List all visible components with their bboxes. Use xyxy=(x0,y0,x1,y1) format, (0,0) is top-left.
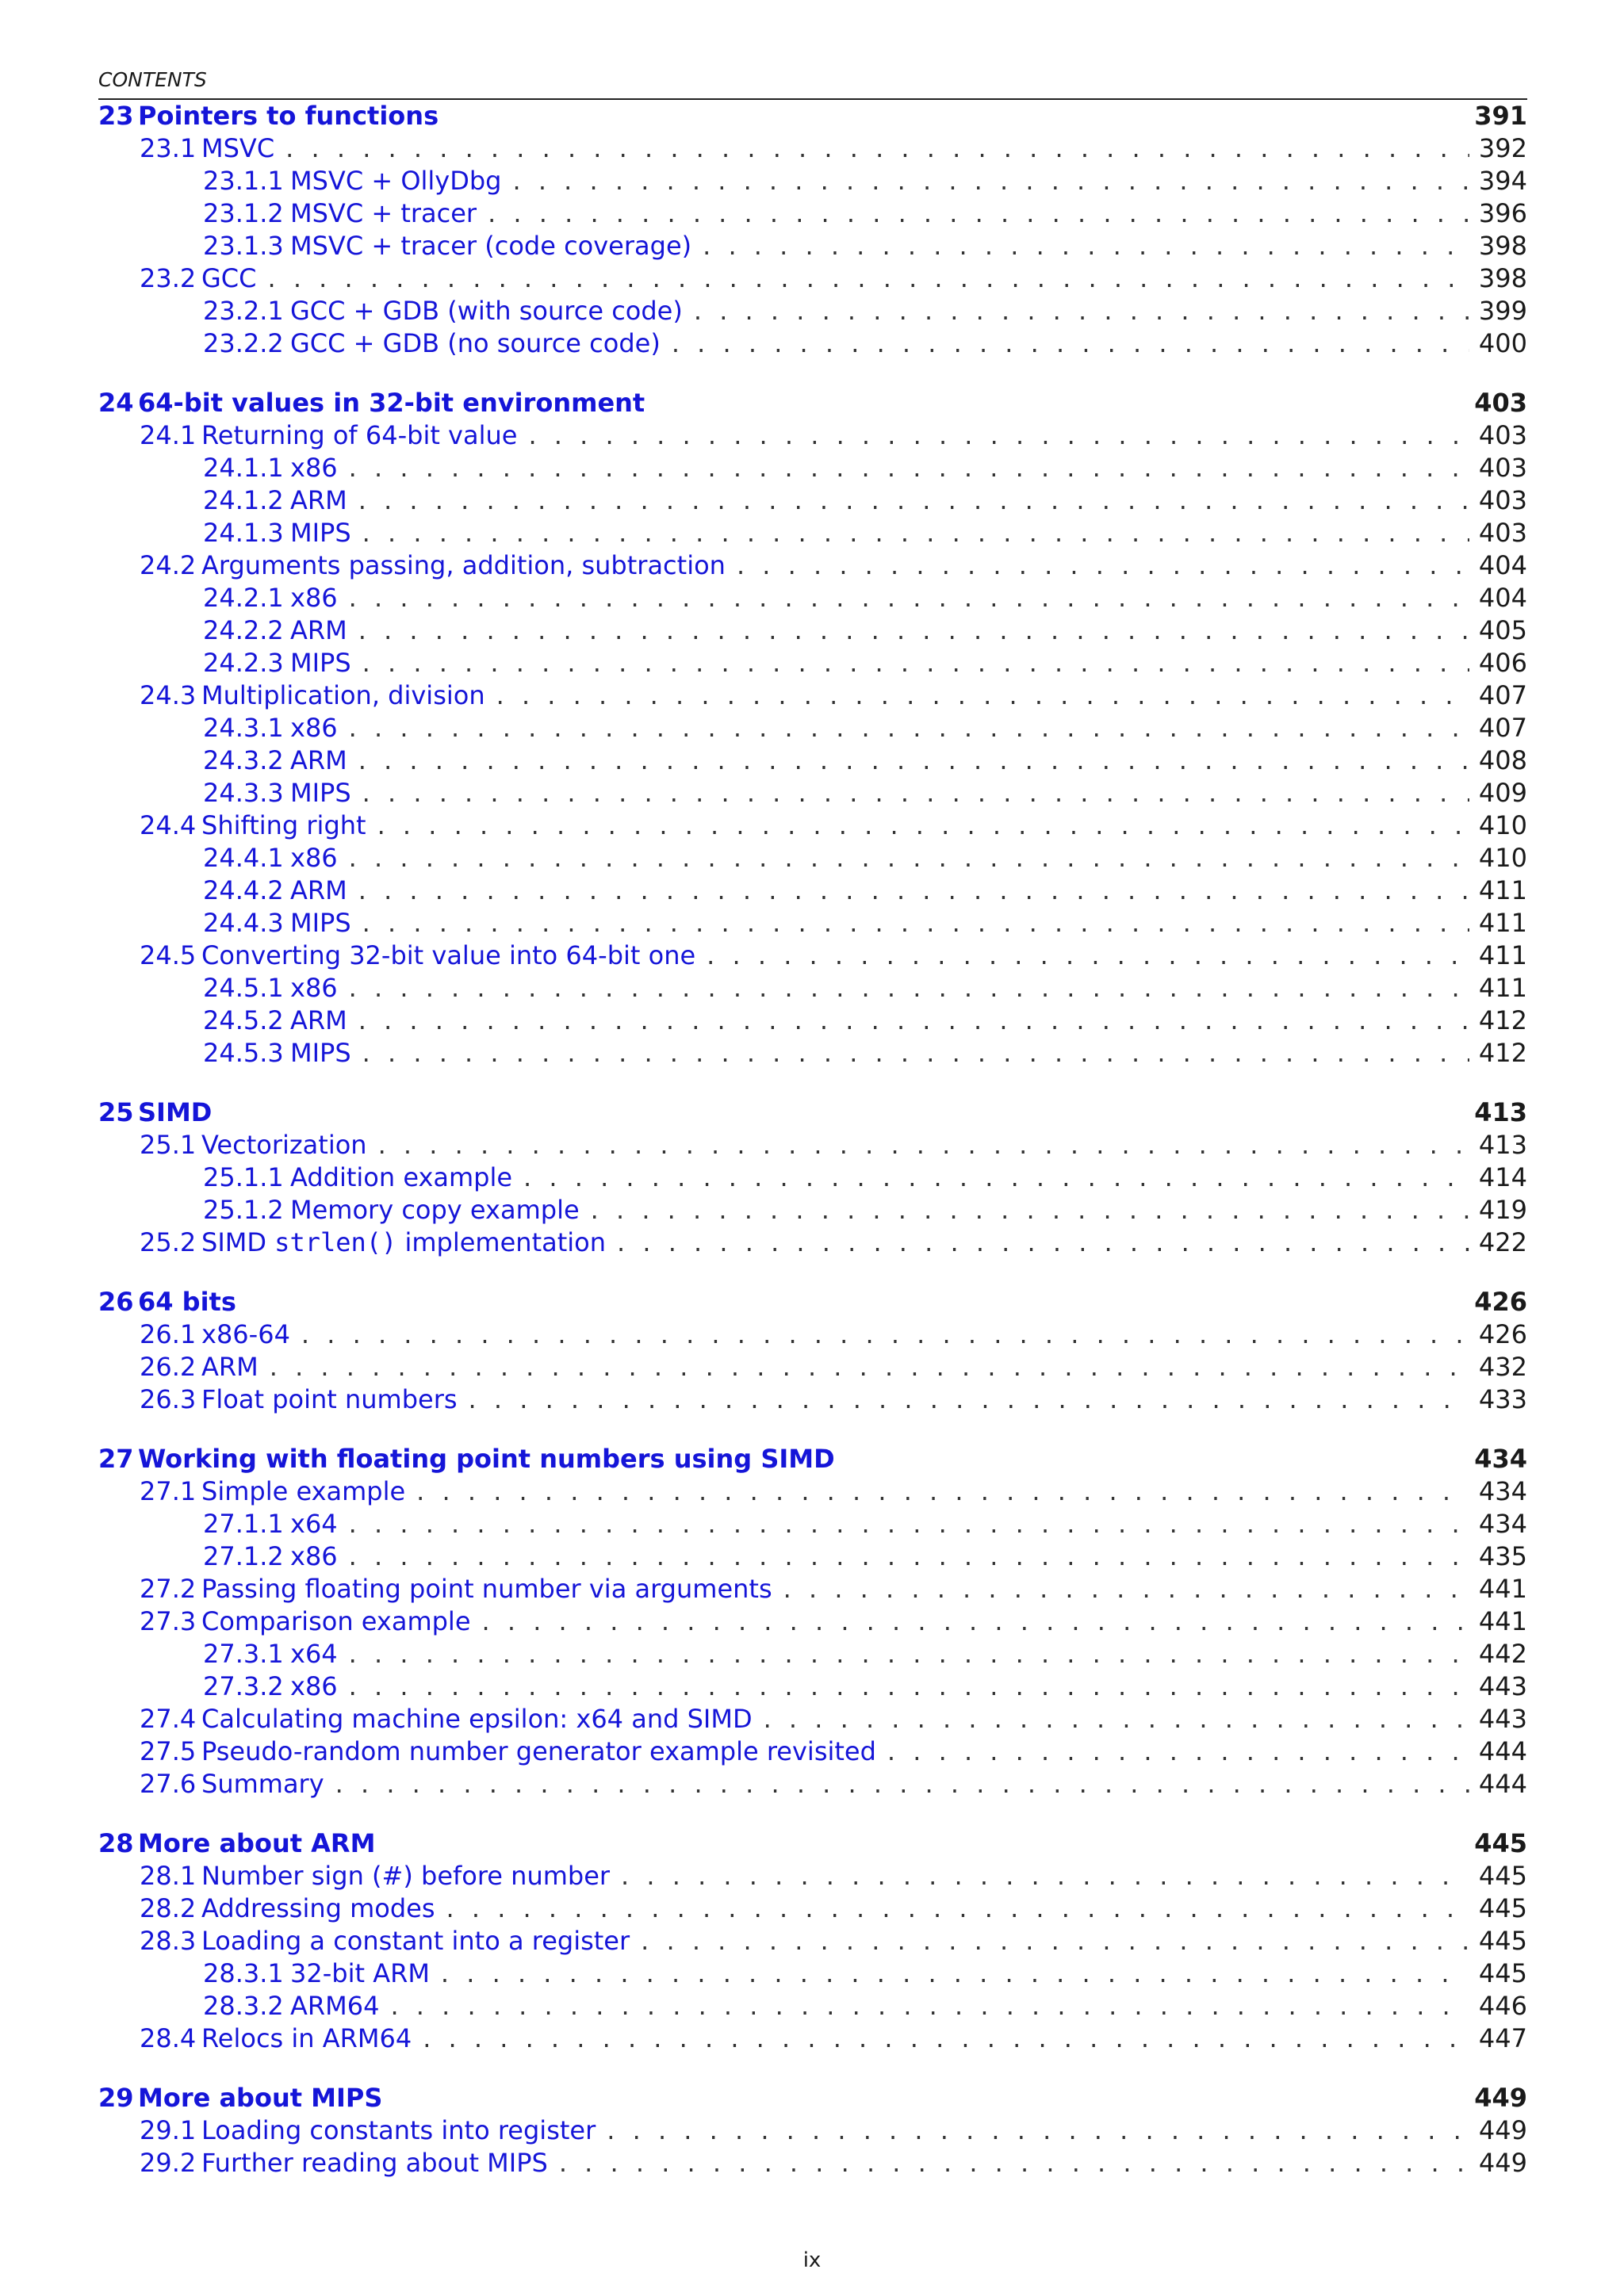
subsection-page-number: 411 xyxy=(1478,973,1527,1003)
section-title-link[interactable]: Passing floating point number via arguments xyxy=(201,1574,772,1604)
dot-leader xyxy=(559,2147,1469,2179)
section-number: 23.2 xyxy=(140,263,197,293)
subsection-number: 24.3.1 xyxy=(203,713,284,743)
section-title-link[interactable]: Comparison example xyxy=(201,1606,471,1636)
subsection-page-number: 408 xyxy=(1478,745,1527,775)
section-page-number: 447 xyxy=(1478,2023,1527,2053)
section-title-link[interactable]: Arguments passing, addition, subtraction xyxy=(201,550,726,580)
section-page-number: 443 xyxy=(1478,1704,1527,1734)
toc-section-entry[interactable] xyxy=(98,2022,1527,2055)
dot-leader xyxy=(482,1605,1469,1638)
dot-leader xyxy=(349,582,1469,614)
toc-subsection-entry[interactable] xyxy=(98,484,1527,517)
section-title-link[interactable]: Summary xyxy=(201,1769,324,1799)
dot-leader xyxy=(362,647,1469,679)
dot-leader xyxy=(887,1735,1469,1768)
subsection-page-number: 419 xyxy=(1478,1195,1527,1225)
section-number: 27.4 xyxy=(140,1704,197,1734)
subsection-title-link[interactable]: MIPS xyxy=(290,648,351,678)
dot-leader xyxy=(528,419,1469,452)
toc-subsection-entry[interactable] xyxy=(98,1957,1527,1990)
section-number: 26.1 xyxy=(140,1319,197,1349)
section-page-number: 392 xyxy=(1478,133,1527,163)
toc-section-entry[interactable] xyxy=(98,1318,1527,1351)
section-number: 26.2 xyxy=(140,1352,197,1382)
page-number: ix xyxy=(802,2248,822,2272)
subsection-title-link[interactable]: x86 xyxy=(290,583,338,613)
subsection-title-link[interactable]: ARM64 xyxy=(290,1991,380,2021)
dot-leader xyxy=(335,1768,1469,1800)
dot-leader xyxy=(621,1860,1469,1892)
section-number: 28.1 xyxy=(140,1861,197,1891)
toc-subsection-entry[interactable] xyxy=(98,1037,1527,1070)
subsection-title-link[interactable]: MSVC + OllyDbg xyxy=(290,166,502,196)
section-number: 28.2 xyxy=(140,1893,197,1923)
toc-section-entry[interactable] xyxy=(98,1226,1527,1259)
chapter-title-link[interactable]: Pointers to functions xyxy=(138,101,439,131)
subsection-title-link[interactable]: ARM xyxy=(290,615,347,645)
subsection-number: 24.3.3 xyxy=(203,778,284,808)
section-title-link[interactable]: Returning of 64-bit value xyxy=(201,420,518,450)
toc-subsection-entry[interactable] xyxy=(98,1670,1527,1703)
toc-section-entry[interactable] xyxy=(98,2114,1527,2147)
section-title-prefix: SIMD xyxy=(201,1227,266,1257)
chapter-page-number: 449 xyxy=(1474,2083,1527,2113)
chapter-title-link[interactable]: More about MIPS xyxy=(138,2083,383,2113)
subsection-title-link[interactable]: ARM xyxy=(290,1005,347,1035)
toc-chapter-entry[interactable] xyxy=(98,1096,1527,1129)
subsection-number: 23.2.2 xyxy=(203,328,284,358)
dot-leader xyxy=(267,262,1469,295)
subsection-number: 24.2.1 xyxy=(203,583,284,613)
chapter-title-link[interactable]: Working with floating point numbers using SIMD xyxy=(138,1444,835,1474)
dot-leader xyxy=(617,1226,1469,1259)
subsection-title-link[interactable]: GCC + GDB (with source code) xyxy=(290,296,683,326)
toc-section-entry[interactable] xyxy=(98,809,1527,842)
section-title-link[interactable]: Float point numbers xyxy=(201,1384,458,1414)
subsection-number: 24.3.2 xyxy=(203,745,284,775)
section-page-number: 445 xyxy=(1478,1926,1527,1956)
section-page-number: 441 xyxy=(1478,1574,1527,1604)
toc-subsection-entry[interactable] xyxy=(98,1004,1527,1037)
dot-leader xyxy=(416,1475,1469,1508)
section-title-link[interactable]: Shifting right xyxy=(201,810,366,840)
section-number: 24.3 xyxy=(140,680,197,710)
dot-leader xyxy=(446,1892,1469,1925)
dot-leader xyxy=(349,972,1469,1004)
subsection-title-link[interactable]: Addition example xyxy=(290,1162,513,1192)
dot-leader xyxy=(694,295,1469,327)
dot-leader xyxy=(358,484,1469,517)
subsection-page-number: 411 xyxy=(1478,875,1527,905)
dot-leader xyxy=(362,517,1469,549)
toc-subsection-entry[interactable] xyxy=(98,165,1527,197)
dot-leader xyxy=(377,809,1469,842)
toc-subsection-entry[interactable] xyxy=(98,614,1527,647)
toc-subsection-entry[interactable] xyxy=(98,582,1527,614)
subsection-title-link[interactable]: MIPS xyxy=(290,908,351,938)
dot-leader xyxy=(390,1990,1469,2022)
toc-section-entry[interactable] xyxy=(98,1573,1527,1605)
subsection-title-link[interactable]: MSVC + tracer (code coverage) xyxy=(290,231,692,261)
subsection-number: 24.4.2 xyxy=(203,875,284,905)
dot-leader xyxy=(358,1004,1469,1037)
chapter-number: 27 xyxy=(98,1444,134,1474)
subsection-title-link[interactable]: MIPS xyxy=(290,1038,351,1068)
subsection-number: 27.3.2 xyxy=(203,1671,284,1701)
chapter-number: 29 xyxy=(98,2083,134,2113)
subsection-page-number: 414 xyxy=(1478,1162,1527,1192)
subsection-page-number: 409 xyxy=(1478,778,1527,808)
section-page-number: 444 xyxy=(1478,1736,1527,1766)
toc-subsection-entry[interactable] xyxy=(98,744,1527,777)
toc-section-entry[interactable] xyxy=(98,1735,1527,1768)
chapter-title-link[interactable]: SIMD xyxy=(138,1097,213,1127)
subsection-page-number: 398 xyxy=(1478,231,1527,261)
subsection-title-link[interactable]: GCC + GDB (no source code) xyxy=(290,328,661,358)
dot-leader xyxy=(358,874,1469,907)
dot-leader xyxy=(783,1573,1469,1605)
toc-subsection-entry[interactable] xyxy=(98,647,1527,679)
toc-subsection-entry[interactable] xyxy=(98,1990,1527,2022)
toc-subsection-entry[interactable] xyxy=(98,712,1527,744)
section-page-number: 445 xyxy=(1478,1861,1527,1891)
subsection-number: 23.1.1 xyxy=(203,166,284,196)
dot-leader xyxy=(512,165,1469,197)
section-title-link[interactable]: Multiplication, division xyxy=(201,680,485,710)
subsection-page-number: 434 xyxy=(1478,1509,1527,1539)
subsection-page-number: 435 xyxy=(1478,1541,1527,1571)
section-title-link[interactable]: ARM xyxy=(201,1352,259,1382)
dot-leader xyxy=(523,1161,1469,1194)
running-head: CONTENTS xyxy=(98,68,207,91)
dot-leader xyxy=(362,777,1469,809)
section-number: 25.1 xyxy=(140,1130,197,1160)
subsection-page-number: 443 xyxy=(1478,1671,1527,1701)
subsection-title-link[interactable]: Memory copy example xyxy=(290,1195,580,1225)
subsection-title-link[interactable]: 32-bit ARM xyxy=(290,1958,430,1988)
section-number: 27.2 xyxy=(140,1574,197,1604)
section-page-number: 410 xyxy=(1478,810,1527,840)
toc-subsection-entry[interactable] xyxy=(98,327,1527,360)
section-title-suffix: implementation xyxy=(404,1227,607,1257)
subsection-title-link[interactable]: x64 xyxy=(290,1509,338,1539)
dot-leader xyxy=(358,614,1469,647)
dot-leader xyxy=(764,1703,1469,1735)
toc-section-entry[interactable] xyxy=(98,679,1527,712)
subsection-number: 24.2.2 xyxy=(203,615,284,645)
toc-section-entry[interactable] xyxy=(98,1860,1527,1892)
subsection-number: 24.2.3 xyxy=(203,648,284,678)
section-number: 23.1 xyxy=(140,133,197,163)
subsection-number: 24.1.1 xyxy=(203,453,284,483)
toc-section-entry[interactable] xyxy=(98,419,1527,452)
section-number: 28.4 xyxy=(140,2023,197,2053)
chapter-number: 26 xyxy=(98,1287,134,1317)
section-title-link[interactable]: x86-64 xyxy=(201,1319,290,1349)
dot-leader xyxy=(672,327,1469,360)
subsection-page-number: 406 xyxy=(1478,648,1527,678)
subsection-page-number: 412 xyxy=(1478,1005,1527,1035)
dot-leader xyxy=(349,1638,1469,1670)
dot-leader xyxy=(707,939,1469,972)
section-title-link[interactable]: Calculating machine epsilon: x64 and SIMD xyxy=(201,1704,753,1734)
subsection-page-number: 407 xyxy=(1478,713,1527,743)
section-title-link[interactable]: Simple example xyxy=(201,1476,406,1506)
dot-leader xyxy=(441,1957,1469,1990)
section-page-number: 433 xyxy=(1478,1384,1527,1414)
subsection-page-number: 445 xyxy=(1478,1958,1527,1988)
toc-section-entry[interactable] xyxy=(98,132,1527,165)
section-page-number: 403 xyxy=(1478,420,1527,450)
dot-leader xyxy=(641,1925,1469,1957)
toc-subsection-entry[interactable] xyxy=(98,452,1527,484)
subsection-title-link[interactable]: x86 xyxy=(290,1541,338,1571)
section-number: 29.1 xyxy=(140,2115,197,2145)
subsection-page-number: 399 xyxy=(1478,296,1527,326)
section-page-number: 422 xyxy=(1478,1227,1527,1257)
toc-section-entry[interactable] xyxy=(98,1605,1527,1638)
subsection-title-link[interactable]: x86 xyxy=(290,843,338,873)
section-title-link[interactable]: Number sign (#) before number xyxy=(201,1861,611,1891)
subsection-page-number: 394 xyxy=(1478,166,1527,196)
section-number: 24.5 xyxy=(140,940,197,970)
subsection-page-number: 405 xyxy=(1478,615,1527,645)
toc-chapter-entry[interactable] xyxy=(98,100,1527,132)
toc-chapter-entry[interactable] xyxy=(98,2082,1527,2114)
subsection-number: 23.1.3 xyxy=(203,231,284,261)
section-page-number: 404 xyxy=(1478,550,1527,580)
dot-leader xyxy=(737,549,1469,582)
subsection-number: 25.1.1 xyxy=(203,1162,284,1192)
section-page-number: 444 xyxy=(1478,1769,1527,1799)
toc-section-entry[interactable] xyxy=(98,1768,1527,1800)
section-title-link[interactable]: Vectorization xyxy=(201,1130,367,1160)
toc-subsection-entry[interactable] xyxy=(98,777,1527,809)
toc-subsection-entry[interactable] xyxy=(98,842,1527,874)
subsection-number: 25.1.2 xyxy=(203,1195,284,1225)
section-title-link[interactable]: Addressing modes xyxy=(201,1893,435,1923)
subsection-number: 28.3.2 xyxy=(203,1991,284,2021)
section-page-number: 445 xyxy=(1478,1893,1527,1923)
toc-subsection-entry[interactable] xyxy=(98,1161,1527,1194)
subsection-number: 24.4.3 xyxy=(203,908,284,938)
subsection-number: 24.5.2 xyxy=(203,1005,284,1035)
section-number: 25.2 xyxy=(140,1227,197,1257)
section-title-link[interactable] xyxy=(201,1226,606,1259)
toc-section-entry[interactable] xyxy=(98,262,1527,295)
section-number: 24.2 xyxy=(140,550,197,580)
section-title-link[interactable]: Loading a constant into a register xyxy=(201,1926,630,1956)
section-title-link[interactable]: Further reading about MIPS xyxy=(201,2148,548,2178)
subsection-number: 24.1.2 xyxy=(203,485,284,515)
chapter-title-link[interactable]: 64-bit values in 32-bit environment xyxy=(138,388,645,418)
chapter-title-link[interactable]: 64 bits xyxy=(138,1287,236,1317)
dot-leader xyxy=(349,452,1469,484)
dot-leader xyxy=(703,230,1469,262)
chapter-page-number: 403 xyxy=(1474,388,1527,418)
subsection-title-link[interactable]: ARM xyxy=(290,875,347,905)
section-number: 26.3 xyxy=(140,1384,197,1414)
dot-leader xyxy=(362,907,1469,939)
section-page-number: 449 xyxy=(1478,2148,1527,2178)
subsection-number: 28.3.1 xyxy=(203,1958,284,1988)
subsection-title-link[interactable]: MSVC + tracer xyxy=(290,198,477,228)
subsection-title-link[interactable]: x86 xyxy=(290,453,338,483)
dot-leader xyxy=(378,1129,1469,1161)
dot-leader xyxy=(469,1383,1469,1416)
section-number: 28.3 xyxy=(140,1926,197,1956)
chapter-page-number: 445 xyxy=(1474,1828,1527,1858)
dot-leader xyxy=(591,1194,1469,1226)
dot-leader xyxy=(349,842,1469,874)
section-number: 29.2 xyxy=(140,2148,197,2178)
dot-leader xyxy=(285,132,1469,165)
section-page-number: 411 xyxy=(1478,940,1527,970)
subsection-page-number: 411 xyxy=(1478,908,1527,938)
toc-section-entry[interactable] xyxy=(98,1129,1527,1161)
section-title-link[interactable]: MSVC xyxy=(201,133,275,163)
toc-subsection-entry[interactable] xyxy=(98,907,1527,939)
dot-leader xyxy=(349,1508,1469,1540)
toc-subsection-entry[interactable] xyxy=(98,1508,1527,1540)
section-number: 27.1 xyxy=(140,1476,197,1506)
section-page-number: 432 xyxy=(1478,1352,1527,1382)
chapter-page-number: 413 xyxy=(1474,1097,1527,1127)
dot-leader xyxy=(607,2114,1469,2147)
section-number: 27.5 xyxy=(140,1736,197,1766)
dot-leader xyxy=(358,744,1469,777)
chapter-number: 23 xyxy=(98,101,134,131)
toc-chapter-entry[interactable] xyxy=(98,1286,1527,1318)
toc-subsection-entry[interactable] xyxy=(98,517,1527,549)
subsection-page-number: 442 xyxy=(1478,1639,1527,1669)
subsection-number: 24.1.3 xyxy=(203,518,284,548)
toc-chapter-entry[interactable] xyxy=(98,1827,1527,1860)
section-page-number: 398 xyxy=(1478,263,1527,293)
toc-subsection-entry[interactable] xyxy=(98,1638,1527,1670)
toc-section-entry[interactable] xyxy=(98,939,1527,972)
toc-section-entry[interactable] xyxy=(98,1703,1527,1735)
subsection-number: 27.1.1 xyxy=(203,1509,284,1539)
chapter-page-number: 391 xyxy=(1474,101,1527,131)
dot-leader xyxy=(488,197,1469,230)
section-page-number: 407 xyxy=(1478,680,1527,710)
chapter-number: 24 xyxy=(98,388,134,418)
dot-leader xyxy=(362,1037,1469,1070)
subsection-page-number: 404 xyxy=(1478,583,1527,613)
toc-section-entry[interactable] xyxy=(98,549,1527,582)
toc-subsection-entry[interactable] xyxy=(98,230,1527,262)
section-page-number: 426 xyxy=(1478,1319,1527,1349)
section-title-link[interactable]: Relocs in ARM64 xyxy=(201,2023,412,2053)
section-title-link[interactable]: GCC xyxy=(201,263,257,293)
subsection-title-link[interactable]: MIPS xyxy=(290,778,351,808)
subsection-title-link[interactable]: ARM xyxy=(290,745,347,775)
toc-section-entry[interactable] xyxy=(98,2147,1527,2179)
table-of-contents xyxy=(98,100,1527,2179)
subsection-title-link[interactable]: x86 xyxy=(290,713,338,743)
section-page-number: 434 xyxy=(1478,1476,1527,1506)
section-title-code: strlen() xyxy=(274,1227,397,1257)
toc-subsection-entry[interactable] xyxy=(98,1194,1527,1226)
subsection-title-link[interactable]: x86 xyxy=(290,973,338,1003)
toc-section-entry[interactable] xyxy=(98,1351,1527,1383)
chapter-title-link[interactable]: More about ARM xyxy=(138,1828,376,1858)
toc-section-entry[interactable] xyxy=(98,1892,1527,1925)
section-title-link[interactable]: Converting 32-bit value into 64-bit one xyxy=(201,940,696,970)
dot-leader xyxy=(349,1670,1469,1703)
subsection-title-link[interactable]: x64 xyxy=(290,1639,338,1669)
subsection-page-number: 403 xyxy=(1478,453,1527,483)
subsection-number: 27.1.2 xyxy=(203,1541,284,1571)
subsection-title-link[interactable]: MIPS xyxy=(290,518,351,548)
toc-subsection-entry[interactable] xyxy=(98,295,1527,327)
subsection-number: 23.2.1 xyxy=(203,296,284,326)
toc-chapter-entry[interactable] xyxy=(98,387,1527,419)
section-title-link[interactable]: Loading constants into register xyxy=(201,2115,596,2145)
chapter-number: 28 xyxy=(98,1828,134,1858)
chapter-page-number: 426 xyxy=(1474,1287,1527,1317)
subsection-title-link[interactable]: ARM xyxy=(290,485,347,515)
dot-leader xyxy=(349,712,1469,744)
subsection-page-number: 403 xyxy=(1478,485,1527,515)
dot-leader xyxy=(301,1318,1469,1351)
section-page-number: 441 xyxy=(1478,1606,1527,1636)
subsection-number: 27.3.1 xyxy=(203,1639,284,1669)
subsection-page-number: 400 xyxy=(1478,328,1527,358)
subsection-page-number: 410 xyxy=(1478,843,1527,873)
toc-chapter-entry[interactable] xyxy=(98,1443,1527,1475)
subsection-number: 23.1.2 xyxy=(203,198,284,228)
subsection-number: 24.4.1 xyxy=(203,843,284,873)
subsection-page-number: 446 xyxy=(1478,1991,1527,2021)
subsection-number: 24.5.1 xyxy=(203,973,284,1003)
toc-subsection-entry[interactable] xyxy=(98,972,1527,1004)
section-title-link[interactable]: Pseudo-random number generator example revisited xyxy=(201,1736,876,1766)
toc-subsection-entry[interactable] xyxy=(98,874,1527,907)
dot-leader xyxy=(270,1351,1469,1383)
toc-subsection-entry[interactable] xyxy=(98,197,1527,230)
toc-subsection-entry[interactable] xyxy=(98,1540,1527,1573)
toc-section-entry[interactable] xyxy=(98,1475,1527,1508)
toc-section-entry[interactable] xyxy=(98,1383,1527,1416)
subsection-page-number: 403 xyxy=(1478,518,1527,548)
dot-leader xyxy=(496,679,1469,712)
section-number: 27.6 xyxy=(140,1769,197,1799)
section-number: 24.4 xyxy=(140,810,197,840)
dot-leader xyxy=(423,2022,1469,2055)
section-page-number: 449 xyxy=(1478,2115,1527,2145)
subsection-title-link[interactable]: x86 xyxy=(290,1671,338,1701)
subsection-page-number: 396 xyxy=(1478,198,1527,228)
section-number: 27.3 xyxy=(140,1606,197,1636)
chapter-number: 25 xyxy=(98,1097,134,1127)
subsection-number: 24.5.3 xyxy=(203,1038,284,1068)
subsection-page-number: 412 xyxy=(1478,1038,1527,1068)
chapter-page-number: 434 xyxy=(1474,1444,1527,1474)
toc-section-entry[interactable] xyxy=(98,1925,1527,1957)
section-number: 24.1 xyxy=(140,420,197,450)
section-page-number: 413 xyxy=(1478,1130,1527,1160)
dot-leader xyxy=(349,1540,1469,1573)
